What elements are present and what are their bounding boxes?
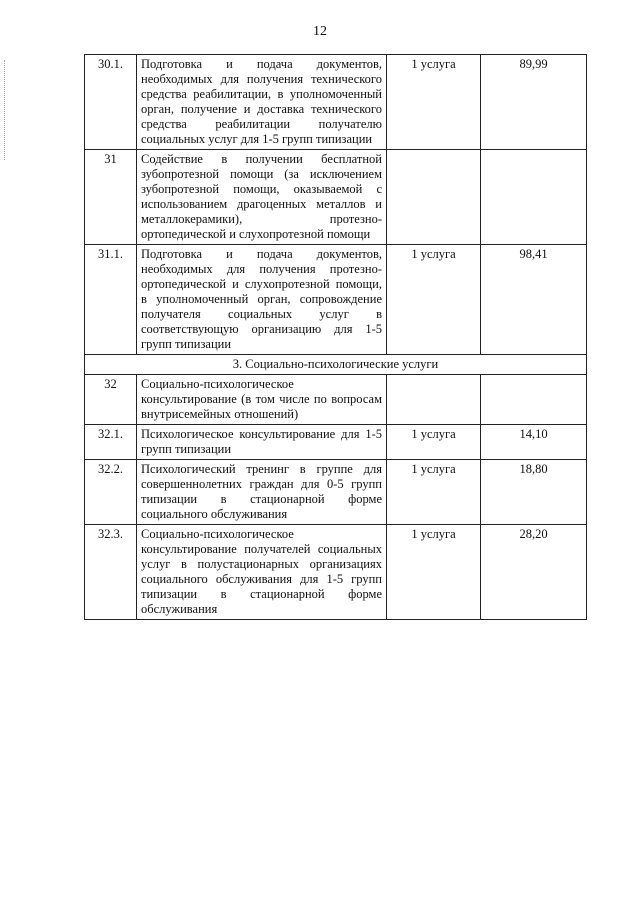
- row-number: 30.1.: [85, 55, 137, 150]
- row-number: 32.2.: [85, 460, 137, 525]
- row-description: Подготовка и подача документов, необходимых для получения протезно-ортопедической и слухопротезной помощи, в уполномоченный орган, сопровождение получателя социальных услуг в соответствующую организацию для 1-5 групп типизации: [137, 245, 387, 355]
- row-unit: 1 услуга: [387, 245, 481, 355]
- row-price: 89,99: [481, 55, 587, 150]
- row-unit: 1 услуга: [387, 55, 481, 150]
- row-description: Подготовка и подача документов, необходимых для получения технического средства реабилитации, в уполномоченный орган, получение и доставка технического средства реабилитации получателю социальных услуг для 1-5 групп типизации: [137, 55, 387, 150]
- row-price: 98,41: [481, 245, 587, 355]
- row-unit: [387, 150, 481, 245]
- row-number: 32: [85, 375, 137, 425]
- table-row: [85, 245, 587, 355]
- table-row: [85, 460, 587, 525]
- services-table-body: [85, 55, 587, 620]
- section-header-row: [85, 355, 587, 375]
- row-unit: [387, 375, 481, 425]
- row-description: Психологический тренинг в группе для совершеннолетних граждан для 0-5 групп типизации в стационарной форме социального обслуживания: [137, 460, 387, 525]
- row-description: Содействие в получении бесплатной зубопротезной помощи (за исключением зубопротезной помощи, оказываемой с использованием драгоценных металлов и металлокерамики), протезно-ортопедической и слухопротезной помощи: [137, 150, 387, 245]
- table-row: [85, 55, 587, 150]
- row-price: [481, 375, 587, 425]
- row-price: 18,80: [481, 460, 587, 525]
- page-number: 12: [313, 24, 327, 39]
- row-number: 32.3.: [85, 525, 137, 620]
- table-row: [85, 525, 587, 620]
- table-row: [85, 150, 587, 245]
- section-title: 3. Социально-психологические услуги: [85, 355, 587, 375]
- table-row: [85, 425, 587, 460]
- table-row: [85, 375, 587, 425]
- row-description: Социально-психологическое консультирование (в том числе по вопросам внутрисемейных отношений): [137, 375, 387, 425]
- scan-margin-line: [4, 60, 5, 160]
- row-price: 14,10: [481, 425, 587, 460]
- row-description: Социально-психологическое консультирование получателей социальных услуг в полустационарных организациях социального обслуживания для 1-5 групп типизации в стационарной форме обслуживания: [137, 525, 387, 620]
- row-number: 31: [85, 150, 137, 245]
- row-unit: 1 услуга: [387, 525, 481, 620]
- row-description: Психологическое консультирование для 1-5 групп типизации: [137, 425, 387, 460]
- row-number: 31.1.: [85, 245, 137, 355]
- services-table: [84, 54, 587, 620]
- row-unit: 1 услуга: [387, 425, 481, 460]
- row-number: 32.1.: [85, 425, 137, 460]
- row-unit: 1 услуга: [387, 460, 481, 525]
- row-price: [481, 150, 587, 245]
- row-price: 28,20: [481, 525, 587, 620]
